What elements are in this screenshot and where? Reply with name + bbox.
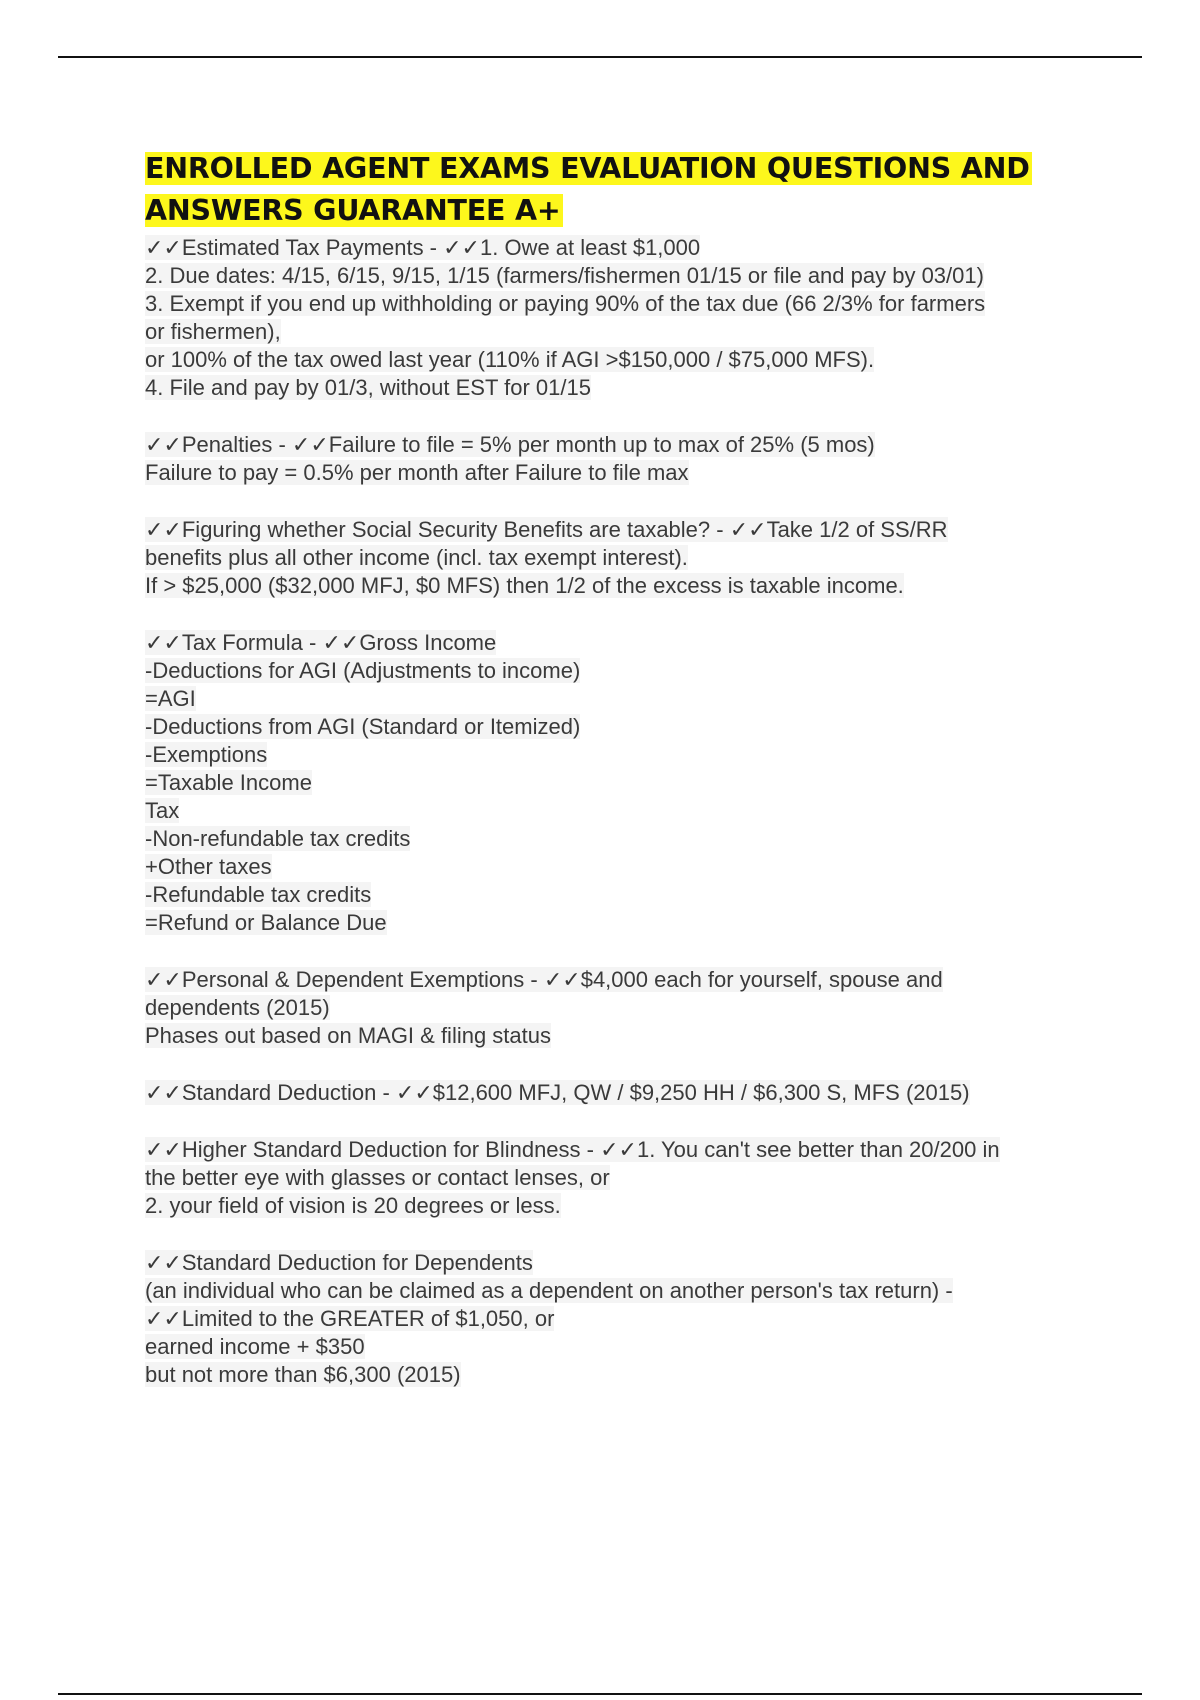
qa-question-line — [145, 431, 1105, 459]
qa-answer-line — [145, 797, 1105, 825]
qa-answer-line — [145, 346, 1105, 374]
qa-question-line — [145, 1249, 1105, 1277]
qa-line-text: ✓✓Estimated Tax Payments - ✓✓1. Owe at least $1,000 — [145, 235, 701, 260]
qa-answer-line — [145, 994, 1105, 1022]
qa-entry — [145, 516, 1105, 600]
qa-line-text: ✓✓Penalties - ✓✓Failure to file = 5% per month up to max of 25% (5 mos) — [145, 432, 875, 457]
qa-line-text: benefits plus all other income (incl. tax exempt interest). — [145, 545, 688, 570]
qa-line-text: the better eye with glasses or contact lenses, or — [145, 1165, 610, 1190]
qa-answer-line — [145, 1277, 1105, 1305]
qa-answer-line — [145, 881, 1105, 909]
qa-line-text: 3. Exempt if you end up withholding or paying 90% of the tax due (66 2/3% for farmers — [145, 291, 986, 316]
qa-question-line — [145, 629, 1105, 657]
qa-entry — [145, 629, 1105, 937]
qa-line-text: or fishermen), — [145, 319, 281, 344]
qa-entry — [145, 1079, 1105, 1107]
qa-line-text: ✓✓Limited to the GREATER of $1,050, or — [145, 1306, 555, 1331]
qa-answer-line — [145, 1305, 1105, 1333]
qa-line-text: or 100% of the tax owed last year (110% if AGI >$150,000 / $75,000 MFS). — [145, 347, 875, 372]
qa-line-text: ✓✓Standard Deduction - ✓✓$12,600 MFJ, QW / $9,250 HH / $6,300 S, MFS (2015) — [145, 1080, 970, 1105]
qa-answer-line — [145, 909, 1105, 937]
qa-line-text: 2. your field of vision is 20 degrees or less. — [145, 1193, 561, 1218]
qa-answer-line — [145, 374, 1105, 402]
qa-entry — [145, 966, 1105, 1050]
qa-line-text: dependents (2015) — [145, 995, 330, 1020]
qa-answer-line — [145, 459, 1105, 487]
title-line-2: ANSWERS GUARANTEE A+ — [145, 194, 561, 227]
qa-line-text: earned income + $350 — [145, 1334, 365, 1359]
qa-answer-line — [145, 825, 1105, 853]
qa-entry — [145, 234, 1105, 402]
qa-line-text: ✓✓Figuring whether Social Security Benefits are taxable? - ✓✓Take 1/2 of SS/RR — [145, 517, 948, 542]
qa-line-text: -Non-refundable tax credits — [145, 826, 411, 851]
qa-entry — [145, 1136, 1105, 1220]
qa-line-text: -Exemptions — [145, 742, 268, 767]
title-line-1: ENROLLED AGENT EXAMS EVALUATION QUESTIONS AND — [145, 152, 1030, 185]
qa-question-line — [145, 1136, 1105, 1164]
top-rule — [58, 56, 1142, 58]
qa-answer-line — [145, 713, 1105, 741]
document-body — [145, 148, 1105, 1418]
qa-line-text: 2. Due dates: 4/15, 6/15, 9/15, 1/15 (farmers/fishermen 01/15 or file and pay by 03/01) — [145, 263, 984, 288]
qa-line-text: -Refundable tax credits — [145, 882, 372, 907]
qa-answer-line — [145, 1164, 1105, 1192]
qa-answer-line — [145, 741, 1105, 769]
qa-answer-line — [145, 685, 1105, 713]
qa-answer-line — [145, 544, 1105, 572]
qa-line-text: ✓✓Tax Formula - ✓✓Gross Income — [145, 630, 497, 655]
qa-question-line — [145, 234, 1105, 262]
qa-answer-line — [145, 1333, 1105, 1361]
qa-line-text: Failure to pay = 0.5% per month after Failure to file max — [145, 460, 689, 485]
bottom-rule — [58, 1693, 1142, 1695]
qa-line-text: but not more than $6,300 (2015) — [145, 1362, 461, 1387]
qa-list — [145, 234, 1105, 1389]
qa-answer-line — [145, 657, 1105, 685]
qa-line-text: +Other taxes — [145, 854, 272, 879]
qa-answer-line — [145, 1022, 1105, 1050]
qa-answer-line — [145, 1361, 1105, 1389]
qa-line-text: (an individual who can be claimed as a dependent on another person's tax return) - — [145, 1278, 953, 1303]
qa-line-text: -Deductions for AGI (Adjustments to income) — [145, 658, 581, 683]
qa-answer-line — [145, 1192, 1105, 1220]
qa-line-text: -Deductions from AGI (Standard or Itemized) — [145, 714, 581, 739]
qa-question-line — [145, 1079, 1105, 1107]
qa-line-text: ✓✓Personal & Dependent Exemptions - ✓✓$4,000 each for yourself, spouse and — [145, 967, 943, 992]
qa-answer-line — [145, 290, 1105, 318]
qa-line-text: =AGI — [145, 686, 196, 711]
qa-line-text: =Refund or Balance Due — [145, 910, 387, 935]
qa-line-text: ✓✓Standard Deduction for Dependents — [145, 1250, 533, 1275]
qa-line-text: =Taxable Income — [145, 770, 312, 795]
document-title — [145, 148, 1105, 232]
qa-answer-line — [145, 769, 1105, 797]
qa-question-line — [145, 516, 1105, 544]
qa-line-text: Tax — [145, 798, 180, 823]
qa-answer-line — [145, 572, 1105, 600]
qa-answer-line — [145, 262, 1105, 290]
qa-line-text: Phases out based on MAGI & filing status — [145, 1023, 552, 1048]
qa-line-text: 4. File and pay by 01/3, without EST for 01/15 — [145, 375, 591, 400]
qa-answer-line — [145, 853, 1105, 881]
qa-entry — [145, 1249, 1105, 1389]
qa-line-text: If > $25,000 ($32,000 MFJ, $0 MFS) then 1/2 of the excess is taxable income. — [145, 573, 904, 598]
qa-answer-line — [145, 318, 1105, 346]
qa-question-line — [145, 966, 1105, 994]
qa-line-text: ✓✓Higher Standard Deduction for Blindness - ✓✓1. You can't see better than 20/200 in — [145, 1137, 1000, 1162]
qa-entry — [145, 431, 1105, 487]
